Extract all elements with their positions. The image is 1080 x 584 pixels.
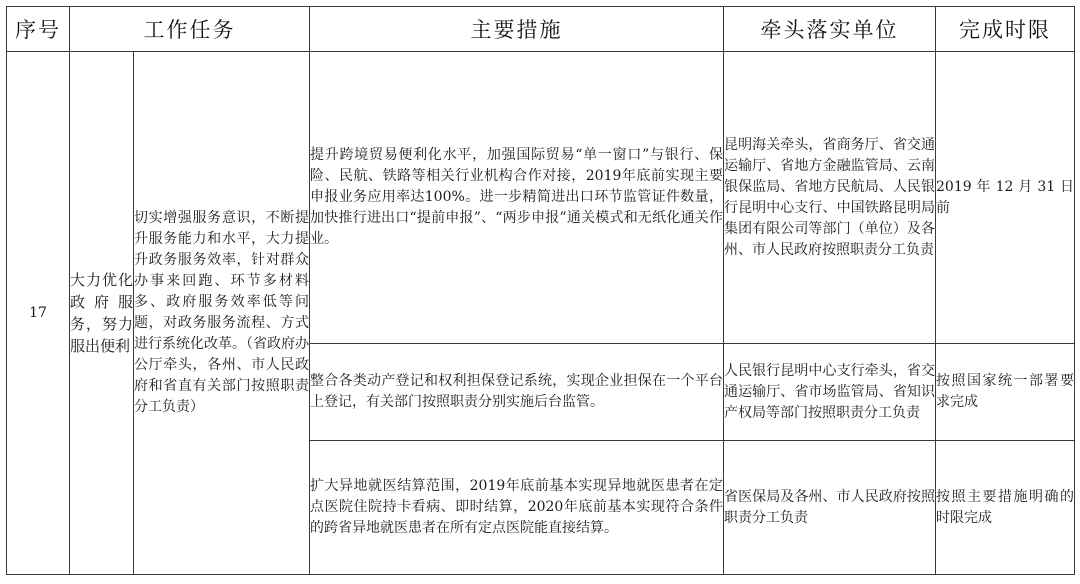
- header-task: 工作任务: [70, 7, 310, 52]
- measure-text-2: 整合各类动产登记和权利担保登记系统，实现企业担保在一个平台上登记，有关部门按照职责分别实施后台监管。: [310, 344, 724, 441]
- deadline-1: 2019 年 12 月 31 日前: [936, 52, 1075, 344]
- header-measures: 主要措施: [310, 7, 724, 52]
- table-row: [7, 52, 1075, 344]
- table-header-row: [7, 7, 1075, 52]
- deadline-3: 按照主要措施明确的时限完成: [936, 441, 1075, 575]
- row-seq-number: 17: [7, 52, 70, 575]
- deadline-2: 按照国家统一部署要求完成: [936, 344, 1075, 441]
- lead-unit-3: 省医保局及各州、市人民政府按照职责分工负责: [724, 441, 936, 575]
- measure-text-1: 提升跨境贸易便利化水平，加强国际贸易“单一窗口”与银行、保险、民航、铁路等相关行业机构合作对接，2019年底前实现主要申报业务应用率达100%。进一步精简进出口环节监管证件数量，加快推行进出口“提前申报”、“两步申报”通关模式和无纸化通关作业。: [310, 52, 724, 344]
- task-title: 大力优化政府服务，努力服出便利: [70, 52, 134, 575]
- header-deadline: 完成时限: [936, 7, 1075, 52]
- task-detail: 切实增强服务意识，不断提升服务能力和水平，大力提升政务服务效率，针对群众办事来回跑、环节多材料多、政府服务效率低等问题，对政务服务流程、方式进行系统化改革。（省政府办公厅牵头，各州、市人民政府和省直有关部门按照职责分工负责）: [134, 52, 310, 575]
- policy-table: [6, 6, 1075, 575]
- header-lead-unit: 牵头落实单位: [724, 7, 936, 52]
- measure-text-3: 扩大异地就医结算范围，2019年底前基本实现异地就医患者在定点医院住院持卡看病、即时结算，2020年底前基本实现符合条件的跨省异地就医患者在所有定点医院能直接结算。: [310, 441, 724, 575]
- lead-unit-2: 人民银行昆明中心支行牵头，省交通运输厅、省市场监管局、省知识产权局等部门按照职责分工负责: [724, 344, 936, 441]
- header-seq: 序号: [7, 7, 70, 52]
- lead-unit-1: 昆明海关牵头，省商务厅、省交通运输厅、省地方金融监管局、云南银保监局、省地方民航局、人民银行昆明中心支行、中国铁路昆明局集团有限公司等部门（单位）及各州、市人民政府按照职责分工负责: [724, 52, 936, 344]
